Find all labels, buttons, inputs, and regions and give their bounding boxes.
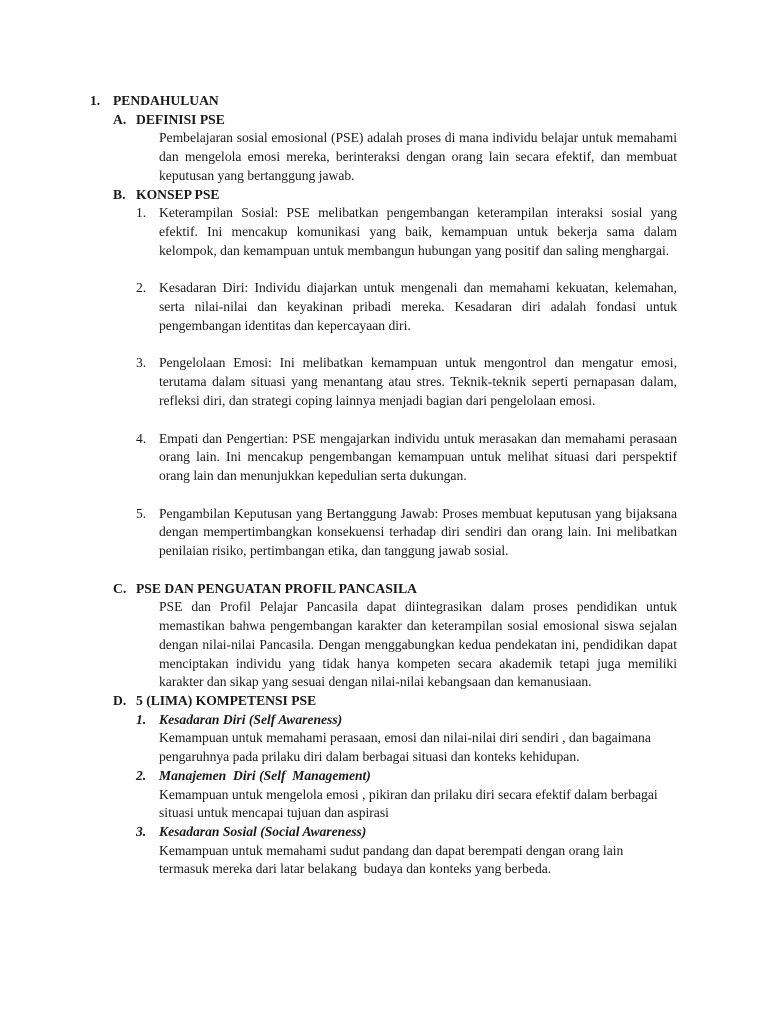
subsection-letter: C. xyxy=(113,580,127,596)
list-item xyxy=(0,204,768,260)
competency-number: 1. xyxy=(136,711,147,727)
list-item-text: Keterampilan Sosial: PSE melibatkan pengembangan keterampilan interaksi sosial yang efektif. Ini mencakup komunikasi yang baik, kemampuan untuk bekerja sama dalam kelompok, dan kemampuan untuk membangun hubungan yang positif dan saling menghargai. xyxy=(159,205,677,258)
list-item-number: 2. xyxy=(136,280,147,296)
competency-title: Kesadaran Sosial (Social Awareness) xyxy=(159,823,367,839)
competency-line: pengaruhnya pada prilaku diri dalam berbagai situasi dan konteks kehidupan. xyxy=(159,749,580,765)
list-item-text: Empati dan Pengertian: PSE mengajarkan individu untuk merasakan dan memahami perasaan orang lain. Ini mencakup pengembangan kemampuan untuk melihat situasi dari perspektif orang lain dan menunjukkan kepedulian serta dukungan. xyxy=(159,430,677,483)
list-item-text: Pengelolaan Emosi: Ini melibatkan kemampuan untuk mengontrol dan mengatur emosi, terutama dalam situasi yang menantang atau stres. Teknik-teknik seperti pernapasan dalam, refleksi diri, dan strategi coping lainnya menjadi bagian dari pengelolaan emosi. xyxy=(159,355,677,408)
subsection-heading-kompetensi xyxy=(0,692,768,711)
competency-line: Kemampuan untuk memahami sudut pandang dan dapat berempati dengan orang lain xyxy=(159,842,624,858)
list-item-number: 3. xyxy=(136,355,147,371)
competency-title: Manajemen Diri (Self Management) xyxy=(159,767,371,783)
subsection-heading-definisi xyxy=(0,111,768,130)
list-item-text: Kesadaran Diri: Individu diajarkan untuk mengenali dan memahami kekuatan, kelemahan, serta nilai-nilai dan keyakinan pribadi mereka. Kesadaran diri adalah fondasi untuk pengembangan identitas dan kepercayaan diri. xyxy=(159,280,677,333)
subsection-letter: A. xyxy=(113,111,127,127)
section-number: 1. xyxy=(90,93,101,108)
subsection-letter: B. xyxy=(113,186,126,202)
section-title: PENDAHULUAN xyxy=(113,93,219,108)
subsection-heading-pancasila xyxy=(0,580,768,599)
competency-item xyxy=(0,823,768,879)
list-item-number: 4. xyxy=(136,430,147,446)
definisi-paragraph: Pembelajaran sosial emosional (PSE) adalah proses di mana individu belajar untuk memahami dan mengelola emosi mereka, berinteraksi dengan orang lain secara efektif, dan membuat keputusan yang bertanggung jawab. xyxy=(159,130,677,183)
list-item-number: 1. xyxy=(136,205,147,221)
competency-number: 3. xyxy=(136,823,147,839)
competency-number: 2. xyxy=(136,767,147,783)
competency-line: situasi untuk mencapai tujuan dan aspirasi xyxy=(159,805,389,821)
list-item xyxy=(0,430,768,486)
competency-item xyxy=(0,711,768,767)
competency-title: Kesadaran Diri (Self Awareness) xyxy=(159,711,343,727)
document-page xyxy=(0,92,768,879)
section-heading xyxy=(0,92,768,111)
competency-line: Kemampuan untuk memahami perasaan, emosi dan nilai-nilai diri sendiri , dan bagaimana xyxy=(159,730,651,746)
competency-line: termasuk mereka dari latar belakang budaya dan konteks yang berbeda. xyxy=(159,861,552,877)
competency-item xyxy=(0,767,768,823)
subsection-title: KONSEP PSE xyxy=(136,186,220,202)
list-item-number: 5. xyxy=(136,505,147,521)
subsection-title: 5 (LIMA) KOMPETENSI PSE xyxy=(136,692,317,708)
list-item-text: Pengambilan Keputusan yang Bertanggung Jawab: Proses membuat keputusan yang bijaksana dengan mempertimbangkan konsekuensi terhadap diri sendiri dan orang lain. Ini melibatkan penilaian risiko, pertimbangan etika, dan tanggung jawab sosial. xyxy=(159,505,677,559)
subsection-letter: D. xyxy=(113,692,127,708)
pancasila-paragraph: PSE dan Profil Pelajar Pancasila dapat diintegrasikan dalam proses pendidikan untuk memastikan bahwa pengembangan karakter dan keterampilan sosial emosional siswa sejalan dengan nilai-nilai Pancasila. Dengan menggabungkan kedua pendekatan ini, pendidikan dapat menciptakan individu yang tidak hanya kompeten secara akademik tetapi juga memiliki karakter dan sikap yang sesuai dengan nilai-nilai kebangsaan dan kemanusiaan. xyxy=(159,599,677,690)
list-item xyxy=(0,505,768,561)
subsection-title: PSE DAN PENGUATAN PROFIL PANCASILA xyxy=(136,580,417,596)
subsection-title: DEFINISI PSE xyxy=(136,111,225,127)
competency-line: Kemampuan untuk mengelola emosi , pikiran dan prilaku diri secara efektif dalam berbagai xyxy=(159,786,658,802)
subsection-heading-konsep xyxy=(0,186,768,205)
list-item xyxy=(0,354,768,410)
list-item xyxy=(0,279,768,335)
